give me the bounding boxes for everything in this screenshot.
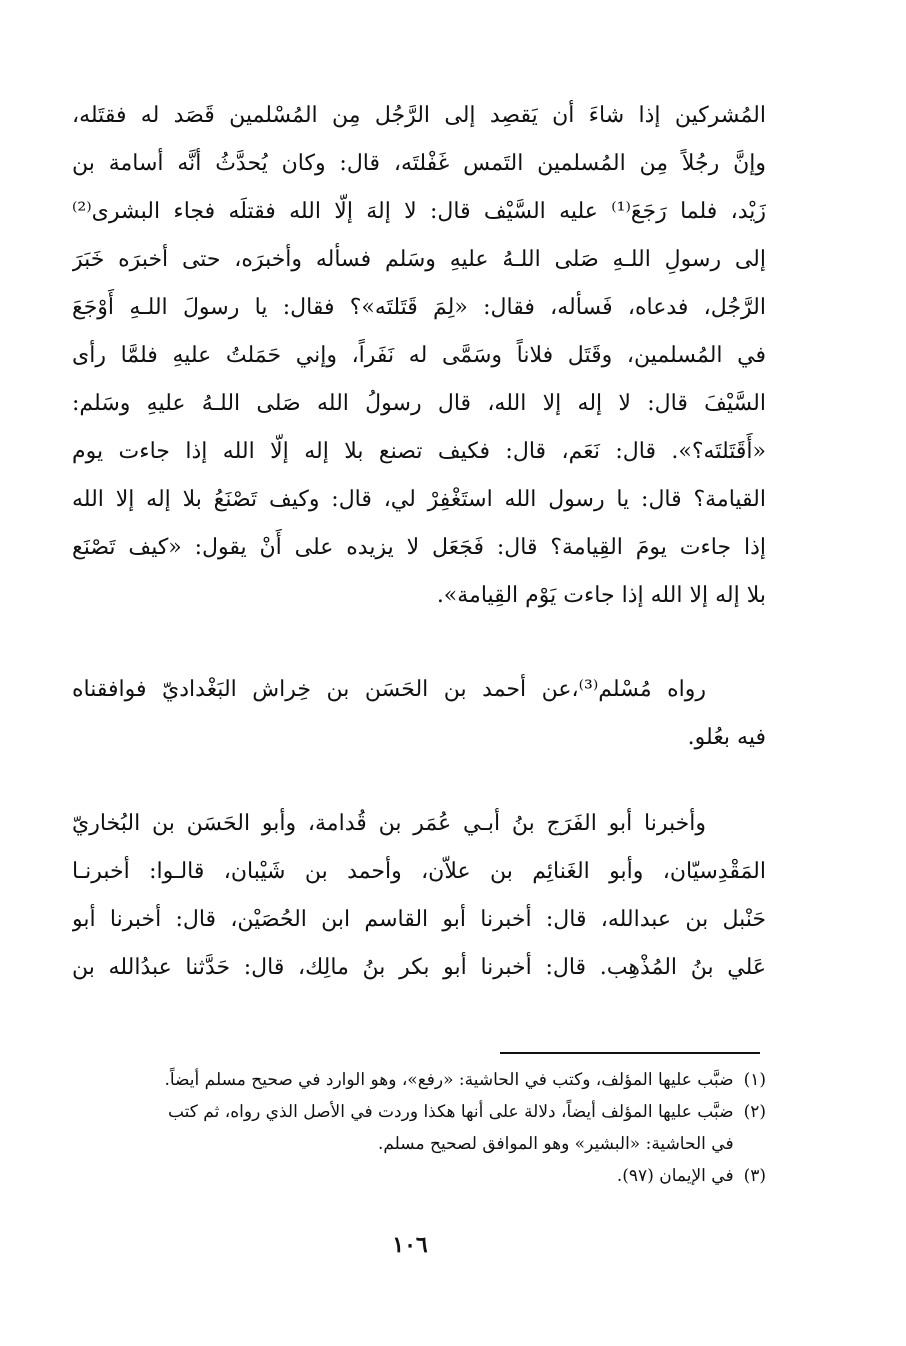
footnote-number: (١) xyxy=(743,1070,766,1090)
text-line: عَلي بنُ المُذْهِب. قال: أخبرنا أبو بكر بنُ مالِك، قال: حَدَّثنا عبدُالله بن xyxy=(72,955,766,980)
text-line: السَّيْفَ قال: لا إله إلا الله، قال رسولُ الله صَلى اللـهُ عليهِ وسَلم: xyxy=(72,391,766,416)
text-line: المُشركين إذا شاءَ أن يَقصِد إلى الرَّجُل مِن المُسْلمين قَصَد له فقتَله، xyxy=(72,103,766,128)
footnote-text xyxy=(72,1160,734,1192)
text-line: في المُسلمين، وقَتَل فلاناً وسَمَّى له نَفَراً، وإني حَمَلتُ عليهِ فلمَّا رأى xyxy=(72,343,766,368)
footnote-2 xyxy=(72,1096,766,1160)
text-line: القيامة؟ قال: يا رسول الله استَغْفِرْ لي، قال: وكيف تَصْنَعُ بلا إله إلا الله xyxy=(72,487,766,512)
text-line: حَنْبل بن عبدالله، قال: أخبرنا أبو القاسم ابن الحُصَيْن، قال: أخبرنا أبو xyxy=(72,907,766,932)
paragraph-narration xyxy=(72,666,766,762)
paragraph-isnad xyxy=(72,800,766,992)
footnote-line: ضبَّب عليها المؤلف، وكتب في الحاشية: «رفع»، وهو الوارد في صحيح مسلم أيضاً. xyxy=(164,1070,734,1090)
footnote-line: في الإيمان (٩٧). xyxy=(616,1166,734,1186)
text-line: الرَّجُل، فدعاه، فَسأله، فقال: «لِمَ قَتَلتَه»؟ فقال: يا رسولَ اللـهِ أَوْجَعَ xyxy=(72,295,766,320)
footnote-text xyxy=(72,1064,734,1096)
footnote-3 xyxy=(72,1160,766,1192)
text-line: رواه مُسْلم⁽³⁾،عن أحمد بن الحَسَن بن خِراش البَغْداديّ فوافقناه xyxy=(72,677,706,702)
footnote-line: في الحاشية: «البشير» وهو الموافق لصحيح مسلم. xyxy=(377,1134,734,1154)
footnote-1 xyxy=(72,1064,766,1096)
page-number: ١٠٦ xyxy=(392,1232,428,1258)
text-line: المَقْدِسيّان، وأبو الغَنائِم بن علاّن، وأحمد بن شَيْبان، قالـوا: أخبرنـا xyxy=(72,859,766,884)
text-line: بلا إله إلا الله إذا جاءت يَوْم القِيامة». xyxy=(436,583,766,608)
text-line: فيه بعُلو. xyxy=(687,725,766,750)
footnote-number: (٣) xyxy=(743,1166,766,1186)
text-line: وإنَّ رجُلاً مِن المُسلمين التَمس غَفْلتَه، قال: وكان يُحدَّثُ أنَّه أسامة بن xyxy=(72,151,766,176)
text-line: وأخبرنا أبو الفَرَج بنُ أبـي عُمَر بن قُدامة، وأبو الحَسَن بن البُخاريّ xyxy=(72,811,706,836)
text-line: زَيْد، فلما رَجَعَ⁽¹⁾ عليه السَّيْف قال: لا إلهَ إلّا الله فقتلَه فجاء البشرى⁽²⁾ xyxy=(72,199,766,224)
footnote-line: ضبَّب عليها المؤلف أيضاً، دلالة على أنها هكذا وردت في الأصل الذي رواه، ثم كتب xyxy=(167,1102,734,1122)
text-line: إلى رسولِ اللـهِ صَلى اللـهُ عليهِ وسَلم فسأله وأخبرَه، حتى أخبرَه خَبَرَ xyxy=(72,247,766,272)
text-line: «أَقَتَلتَه؟». قال: نَعَم، قال: فكيف تصنع بلا إله إلّا الله إذا جاءت يوم xyxy=(72,439,766,464)
footnote-number: (٢) xyxy=(743,1102,766,1122)
paragraph-hadith-text xyxy=(72,92,766,620)
footnotes xyxy=(72,1064,766,1192)
text-line: إذا جاءت يومَ القِيامة؟ قال: فَجَعَل لا يزيده على أَنْ يقول: «كيف تَصْنَع xyxy=(72,535,766,560)
footnote-text xyxy=(72,1096,734,1160)
footnote-divider xyxy=(500,1052,760,1054)
